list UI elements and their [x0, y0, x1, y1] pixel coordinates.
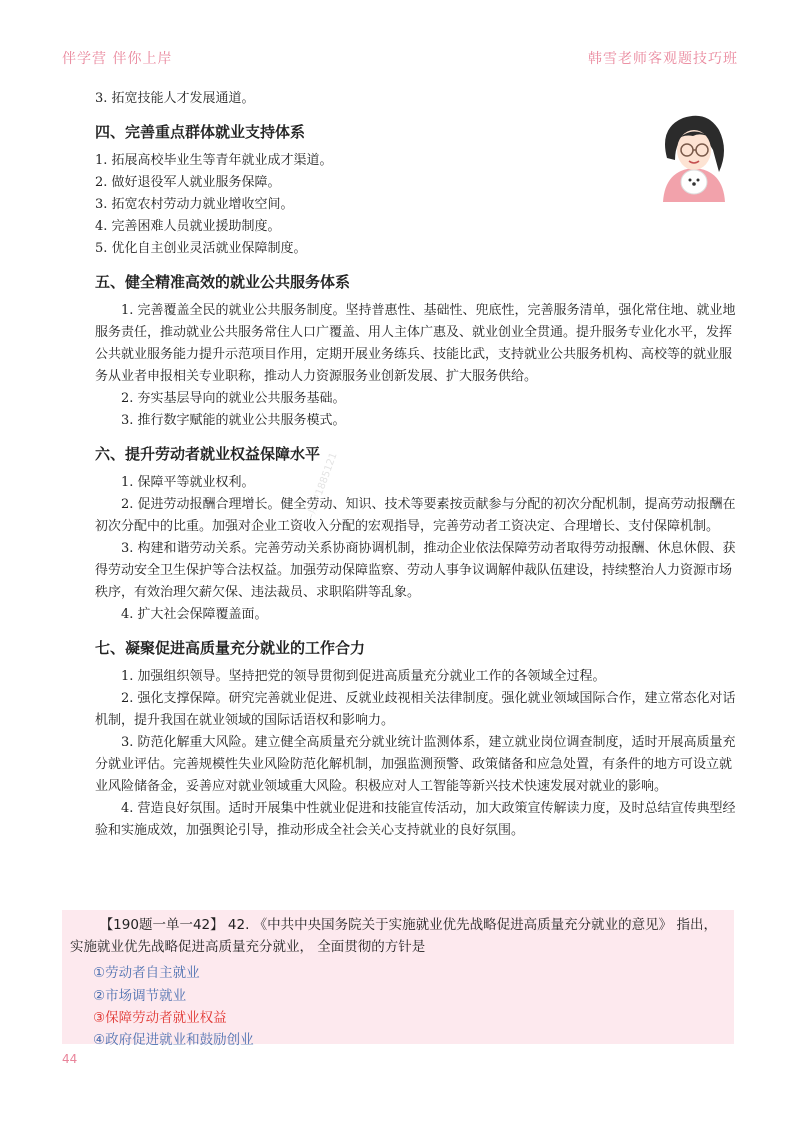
sec6-paragraph: 2. 促进劳动报酬合理增长。健全劳动、知识、技术等要素按贡献参与分配的初次分配机制，提高劳动报酬在初次分配中的比重。加强对企业工资收入分配的宏观指导，完善劳动者工资决定、合理增长、支付保障机制。: [95, 497, 736, 534]
sec4-item: 1. 拓展高校毕业生等青年就业成才渠道。: [95, 153, 333, 168]
question-option[interactable]: ②市场调节就业: [93, 988, 187, 1004]
section-5-title: 五、健全精准高效的就业公共服务体系: [95, 273, 351, 291]
question-option[interactable]: ①劳动者自主就业: [93, 965, 200, 981]
question-option-correct[interactable]: ③保障劳动者就业权益: [93, 1010, 227, 1026]
sec5-paragraph: 1. 完善覆盖全民的就业公共服务制度。坚持普惠性、基础性、兜底性，完善服务清单，强化常住地、就业地服务责任，推动就业公共服务常住人口广覆盖、用人主体广惠及、就业创业全贯通。提升服务专业化水平，发挥公共就业服务能力提升示范项目作用，定期开展业务练兵、技能比武，支持就业公共服务机构、高校等的就业服务从业者申报相关专业职称，推动人力资源服务业创新发展、扩大服务供给。: [95, 303, 736, 384]
sec6-paragraph: 3. 构建和谐劳动关系。完善劳动关系协商协调机制，推动企业依法保障劳动者取得劳动报酬、休息休假、获得劳动安全卫生保护等合法权益。加强劳动保障监察、劳动人事争议调解仲裁队伍建设，持续整治人力资源市场秩序，有效治理欠薪欠保、违法裁员、求职陷阱等乱象。: [95, 541, 736, 600]
sec7-paragraph: 3. 防范化解重大风险。建立健全高质量充分就业统计监测体系，建立就业岗位调查制度，适时开展高质量充分就业评估。完善规模性失业风险防范化解机制，加强监测预警、政策储备和应急处置，有条件的地方可设立就业风险储备金，妥善应对就业领域重大风险。积极应对人工智能等新兴技术快速发展对就业的影响。: [95, 735, 736, 794]
section-7-title: 七、凝聚促进高质量充分就业的工作合力: [95, 639, 366, 657]
sec4-item: 4. 完善困难人员就业援助制度。: [95, 219, 281, 234]
sec7-paragraph: 1. 加强组织领导。坚持把党的领导贯彻到促进高质量充分就业工作的各领域全过程。: [121, 669, 606, 684]
top-item: 3. 拓宽技能人才发展通道。: [95, 91, 255, 106]
header-left: 伴学营 伴你上岸: [62, 51, 173, 67]
question-option[interactable]: ④政府促进就业和鼓励创业: [93, 1032, 254, 1048]
watermark: —用户1885121: [303, 451, 340, 526]
sec5-paragraph: 3. 推行数字赋能的就业公共服务模式。: [121, 413, 346, 428]
document-body: [95, 88, 740, 842]
page-number: 44: [62, 1052, 78, 1066]
section-6-title: 六、提升劳动者就业权益保障水平: [95, 445, 321, 463]
sec4-item: 2. 做好退役军人就业服务保障。: [95, 175, 281, 190]
sec6-paragraph: 1. 保障平等就业权利。: [121, 475, 255, 490]
question-text: 【190题一单一42】 42. 《中共中央国务院关于实施就业优先战略促进高质量充分就业的意见》 指出， 实施就业优先战略促进高质量充分就业， 全面贯彻的方针是: [70, 917, 717, 955]
sec4-item: 5. 优化自主创业灵活就业保障制度。: [95, 241, 307, 256]
sec4-item: 3. 拓宽农村劳动力就业增收空间。: [95, 197, 294, 212]
sec6-paragraph: 4. 扩大社会保障覆盖面。: [121, 607, 268, 622]
sec5-paragraph: 2. 夯实基层导向的就业公共服务基础。: [121, 391, 346, 406]
sec7-paragraph: 2. 强化支撑保障。研究完善就业促进、反就业歧视相关法律制度。强化就业领域国际合作，建立常态化对话机制，提升我国在就业领域的国际话语权和影响力。: [95, 691, 736, 728]
header-right: 韩雪老师客观题技巧班: [588, 51, 738, 67]
sec7-paragraph: 4. 营造良好氛围。适时开展集中性就业促进和技能宣传活动，加大政策宣传解读力度，及时总结宣传典型经验和实施成效，加强舆论引导，推动形成全社会关心支持就业的良好氛围。: [95, 801, 736, 838]
section-4-title: 四、完善重点群体就业支持体系: [95, 123, 306, 141]
